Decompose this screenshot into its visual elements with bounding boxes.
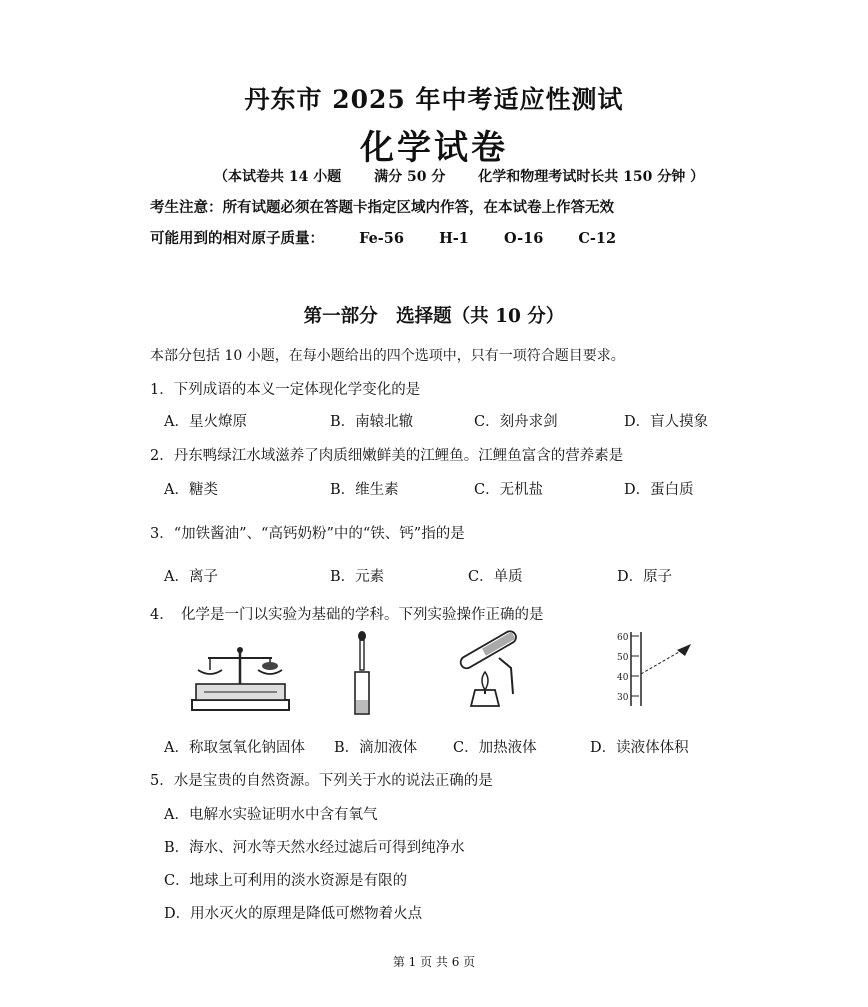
question-stem: 5．水是宝贵的自然资源。下列关于水的说法正确的是 [150, 773, 493, 789]
atomic-mass-item: H-1 [439, 230, 469, 247]
option-d: D．盲人摸象 [624, 414, 709, 430]
cylinder-tick-label: 40 [617, 673, 629, 683]
question-stem: 3．“加铁酱油”、“高钙奶粉”中的“铁、钙”指的是 [150, 526, 465, 542]
option-d: D．蛋白质 [624, 482, 694, 498]
atomic-mass-label: 可能用到的相对原子质量： [150, 230, 324, 247]
cylinder-tick-label: 50 [617, 653, 629, 663]
exam-notice: 考生注意：所有试题必须在答题卡指定区域内作答，在本试卷上作答无效 [150, 199, 614, 216]
option-d: D．用水灭火的原理是降低可燃物着火点 [164, 906, 423, 922]
option-c: C．单质 [468, 569, 523, 585]
option-a: A．糖类 [164, 482, 218, 498]
option-a: A．星火燎原 [164, 414, 247, 430]
option-b: B．元素 [330, 569, 385, 585]
question-stem: 1．下列成语的本义一定体现化学变化的是 [150, 382, 421, 398]
atomic-mass-item: Fe-56 [359, 230, 404, 247]
section-title: 第一部分 选择题（共 10 分） [303, 306, 565, 327]
cylinder-tick-label: 30 [617, 693, 629, 703]
atomic-mass-line [150, 227, 616, 248]
option-d: D．读液体体积 [590, 740, 689, 756]
option-b: B．维生素 [330, 482, 399, 498]
heating-liquid-illustration [455, 624, 530, 712]
option-a: A．离子 [164, 569, 218, 585]
atomic-mass-item: C-12 [578, 230, 617, 247]
option-b: B．南辕北辙 [330, 414, 414, 430]
option-c: C．刻舟求剑 [474, 414, 558, 430]
option-b: B．海水、河水等天然水经过滤后可得到纯净水 [164, 840, 465, 856]
cylinder-tick-label: 60 [617, 633, 629, 643]
page-footer: 第 1 页 共 6 页 [392, 955, 476, 969]
option-b: B．滴加液体 [334, 740, 418, 756]
option-d: D．原子 [617, 569, 673, 585]
dropper-test-tube-illustration [350, 630, 374, 720]
section-intro: 本部分包括 10 小题，在每小题给出的四个选项中，只有一项符合题目要求。 [150, 348, 625, 364]
meta-count: （本试卷共 14 小题 [214, 169, 342, 185]
graduated-cylinder-illustration [615, 630, 700, 710]
option-c: C．无机盐 [474, 482, 544, 498]
exam-subtitle: 化学试卷 [360, 128, 508, 168]
option-a: A．电解水实验证明水中含有氧气 [164, 807, 378, 823]
atomic-mass-item: O-16 [503, 230, 544, 247]
meta-score: 满分 50 分 [374, 169, 446, 185]
meta-time: 化学和物理考试时长共 150 分钟 ） [478, 169, 705, 185]
balance-scale-illustration [188, 644, 293, 712]
exam-title: 丹东市 2025 年中考适应性测试 [244, 85, 624, 114]
question-stem: 4． 化学是一门以实验为基础的学科。下列实验操作正确的是 [150, 607, 544, 623]
option-c: C．加热液体 [453, 740, 537, 756]
question-stem: 2．丹东鸭绿江水域滋养了肉质细嫩鲜美的江鲤鱼。江鲤鱼富含的营养素是 [150, 448, 624, 464]
option-c: C．地球上可利用的淡水资源是有限的 [164, 873, 408, 889]
exam-meta [214, 166, 704, 186]
option-a: A．称取氢氧化钠固体 [164, 740, 305, 756]
